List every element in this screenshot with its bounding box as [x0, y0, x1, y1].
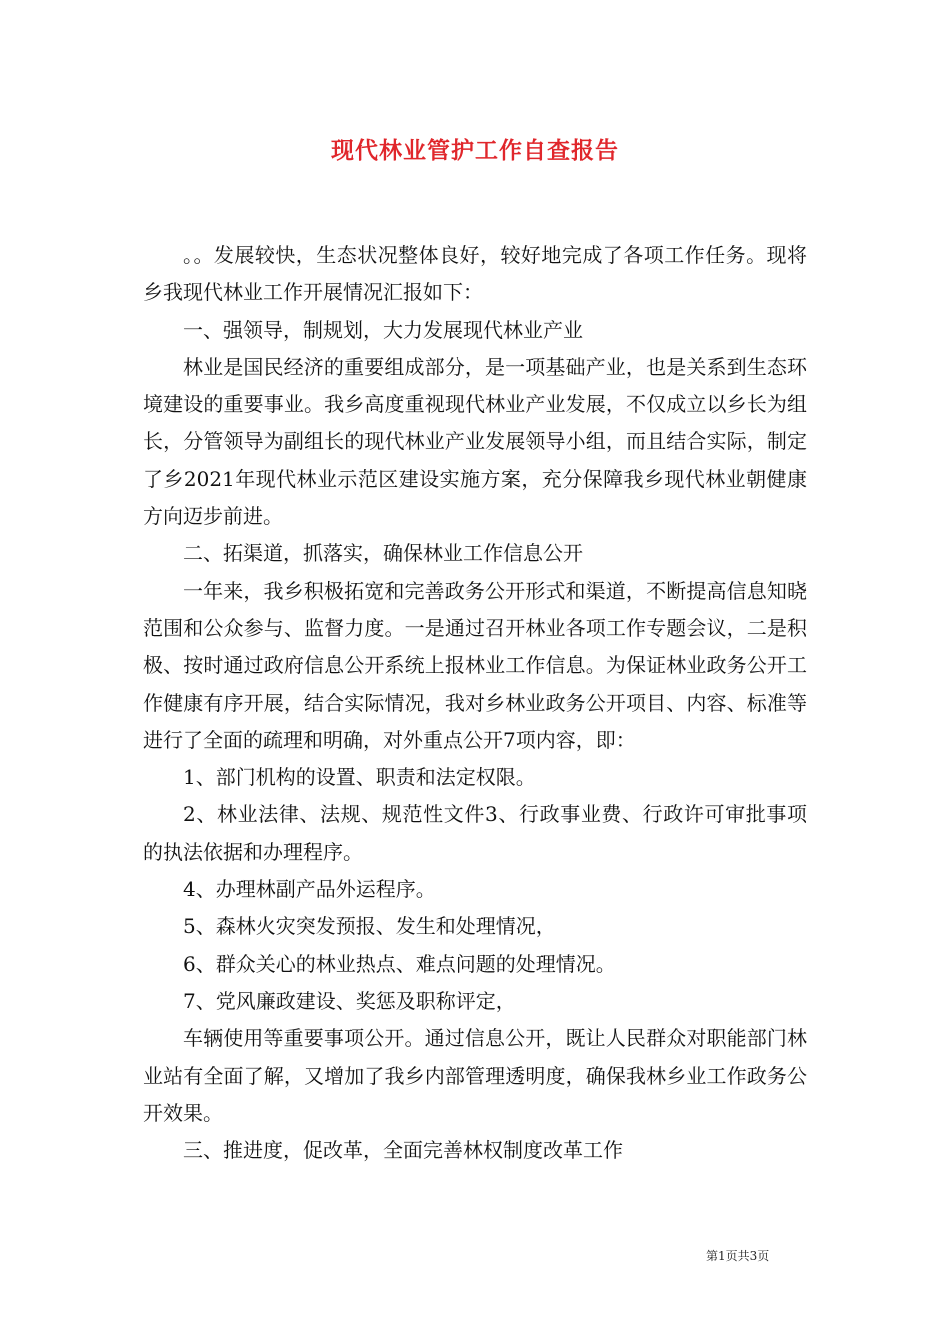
section-heading: 三、推进度，促改革，全面完善林权制度改革工作 [183, 1138, 623, 1163]
document-title: 现代林业管护工作自查报告 [331, 137, 619, 164]
document-body [143, 237, 807, 1169]
section-heading: 二、拓渠道，抓落实，确保林业工作信息公开 [183, 541, 583, 566]
paragraph: 。。发展较快，生态状况整体良好，较好地完成了各项工作任务。现将乡我现代林业工作开展情况汇报如下： [143, 243, 807, 305]
list-item: 1、部门机构的设置、职责和法定权限。 [183, 765, 536, 790]
paragraph: 车辆使用等重要事项公开。通过信息公开，既让人民群众对职能部门林业站有全面了解，又增加了我乡内部管理透明度，确保我林乡业工作政务公开效果。 [143, 1026, 807, 1125]
list-item: 6、群众关心的林业热点、难点问题的处理情况。 [183, 951, 616, 976]
list-item: 5、森林火灾突发预报、发生和处理情况， [183, 914, 556, 939]
paragraph: 林业是国民经济的重要组成部分，是一项基础产业，也是关系到生态环境建设的重要事业。我乡高度重视现代林业产业发展，不仅成立以乡长为组长，分管领导为副组长的现代林业产业发展领导小组，而且结合实际，制定了乡2021年现代林业示范区建设实施方案，充分保障我乡现代林业朝健康方向迈步前进。 [143, 354, 807, 529]
section-heading: 一、强领导，制规划，大力发展现代林业产业 [183, 317, 583, 342]
list-item: 2、林业法律、法规、规范性文件3、行政事业费、行政许可审批事项的执法依据和办理程序。 [143, 802, 807, 864]
list-item: 7、党风廉政建设、奖惩及职称评定， [183, 988, 516, 1013]
page-number: 第1页共3页 [706, 1249, 770, 1263]
list-item: 4、办理林副产品外运程序。 [183, 877, 436, 902]
paragraph: 一年来，我乡积极拓宽和完善政务公开形式和渠道，不断提高信息知晓范围和公众参与、监督力度。一是通过召开林业各项工作专题会议，二是积极、按时通过政府信息公开系统上报林业工作信息。为保证林业政务公开工作健康有序开展，结合实际情况，我对乡林业政务公开项目、内容、标准等进行了全面的疏理和明确，对外重点公开7项内容，即： [143, 578, 807, 752]
